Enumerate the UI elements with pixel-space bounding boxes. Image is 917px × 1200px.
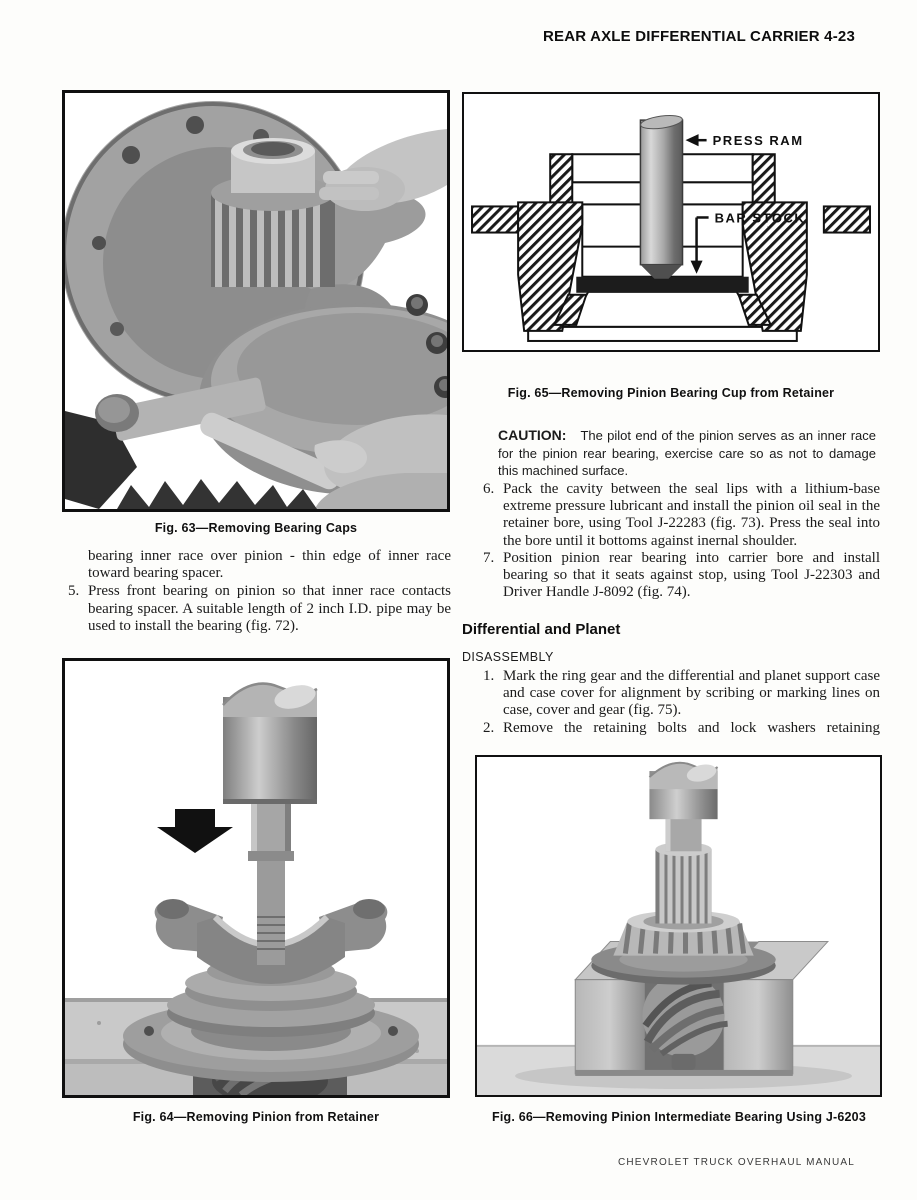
fig66-caption: Fig. 66—Removing Pinion Intermediate Bearing Using J-6203 [492, 1110, 866, 1124]
fig65-diagram-art [464, 94, 878, 350]
steps-1-2 [462, 668, 880, 737]
list-item-6-number: 6. [483, 481, 495, 497]
fig64-photo [62, 658, 450, 1098]
list-item-1 [483, 668, 880, 720]
fig65-diagram [462, 92, 880, 352]
left-column-text [62, 548, 451, 635]
caution-block [462, 427, 880, 480]
list-item-7 [483, 550, 880, 602]
list-item-1-text: Mark the ring gear and the differential and planet support case and case cover for alignment by scribing or marking lines on case, cover and gear (fig. 75). [503, 668, 880, 719]
fig63-photo [62, 90, 450, 512]
press-ram-label: PRESS RAM [712, 133, 804, 149]
fig63-photo-art [65, 93, 447, 509]
caution-text: The pilot end of the pinion serves as an inner race for the pinion rear bearing, exercise care so as not to damage this machined surface. [498, 428, 876, 478]
list-item-7-text: Position pinion rear bearing into carrier bore and install bearing so that it seats against stop, using Tool J-22303 and Driver Handle J-8092 (fig. 74). [503, 549, 880, 601]
list-item-5-number: 5. [68, 583, 80, 600]
list-item-6-text: Pack the cavity between the seal lips with a lithium-base extreme pressure lubricant and install the pinion oil seal in the retainer bore, using Tool J-22283 (fig. 73). Press the seal into the bore until it bottoms against inernal shoulder. [503, 481, 880, 549]
page-footer: CHEVROLET TRUCK OVERHAUL MANUAL [617, 1157, 855, 1168]
list-item-2-text: Remove the retaining bolts and lock washers retaining [503, 719, 880, 736]
paragraph-continuation: bearing inner race over pinion - thin edge of inner race toward bearing spacer. [88, 548, 451, 582]
list-item-5 [68, 583, 451, 635]
press-ram-part [640, 120, 682, 265]
bar-stock-part [576, 277, 748, 293]
fig66-photo [475, 755, 882, 1097]
section-heading: Differential and Planet [462, 621, 621, 638]
caution-label: CAUTION: [498, 427, 567, 443]
page-header: REAR AXLE DIFFERENTIAL CARRIER 4-23 [542, 28, 855, 45]
list-item-7-number: 7. [483, 549, 495, 566]
list-item-5-text: Press front bearing on pinion so that inner race contacts bearing spacer. A suitable length of 2 inch I.D. pipe may be used to install the bearing (fig. 72). [88, 583, 451, 634]
fig64-photo-art [65, 661, 447, 1095]
steps-6-7 [462, 481, 880, 601]
subsection-heading: DISASSEMBLY [462, 650, 554, 664]
list-item-6 [483, 481, 880, 550]
fig64-caption: Fig. 64—Removing Pinion from Retainer [132, 1110, 380, 1124]
bar-stock-label: BAR STOCK [714, 210, 806, 226]
fig65-caption: Fig. 65—Removing Pinion Bearing Cup from Retainer [507, 386, 835, 400]
fig63-caption: Fig. 63—Removing Bearing Caps [154, 521, 358, 535]
list-item-1-number: 1. [483, 668, 495, 684]
list-item-2 [483, 720, 880, 737]
list-item-2-number: 2. [483, 719, 495, 736]
fig66-photo-art [477, 757, 880, 1095]
